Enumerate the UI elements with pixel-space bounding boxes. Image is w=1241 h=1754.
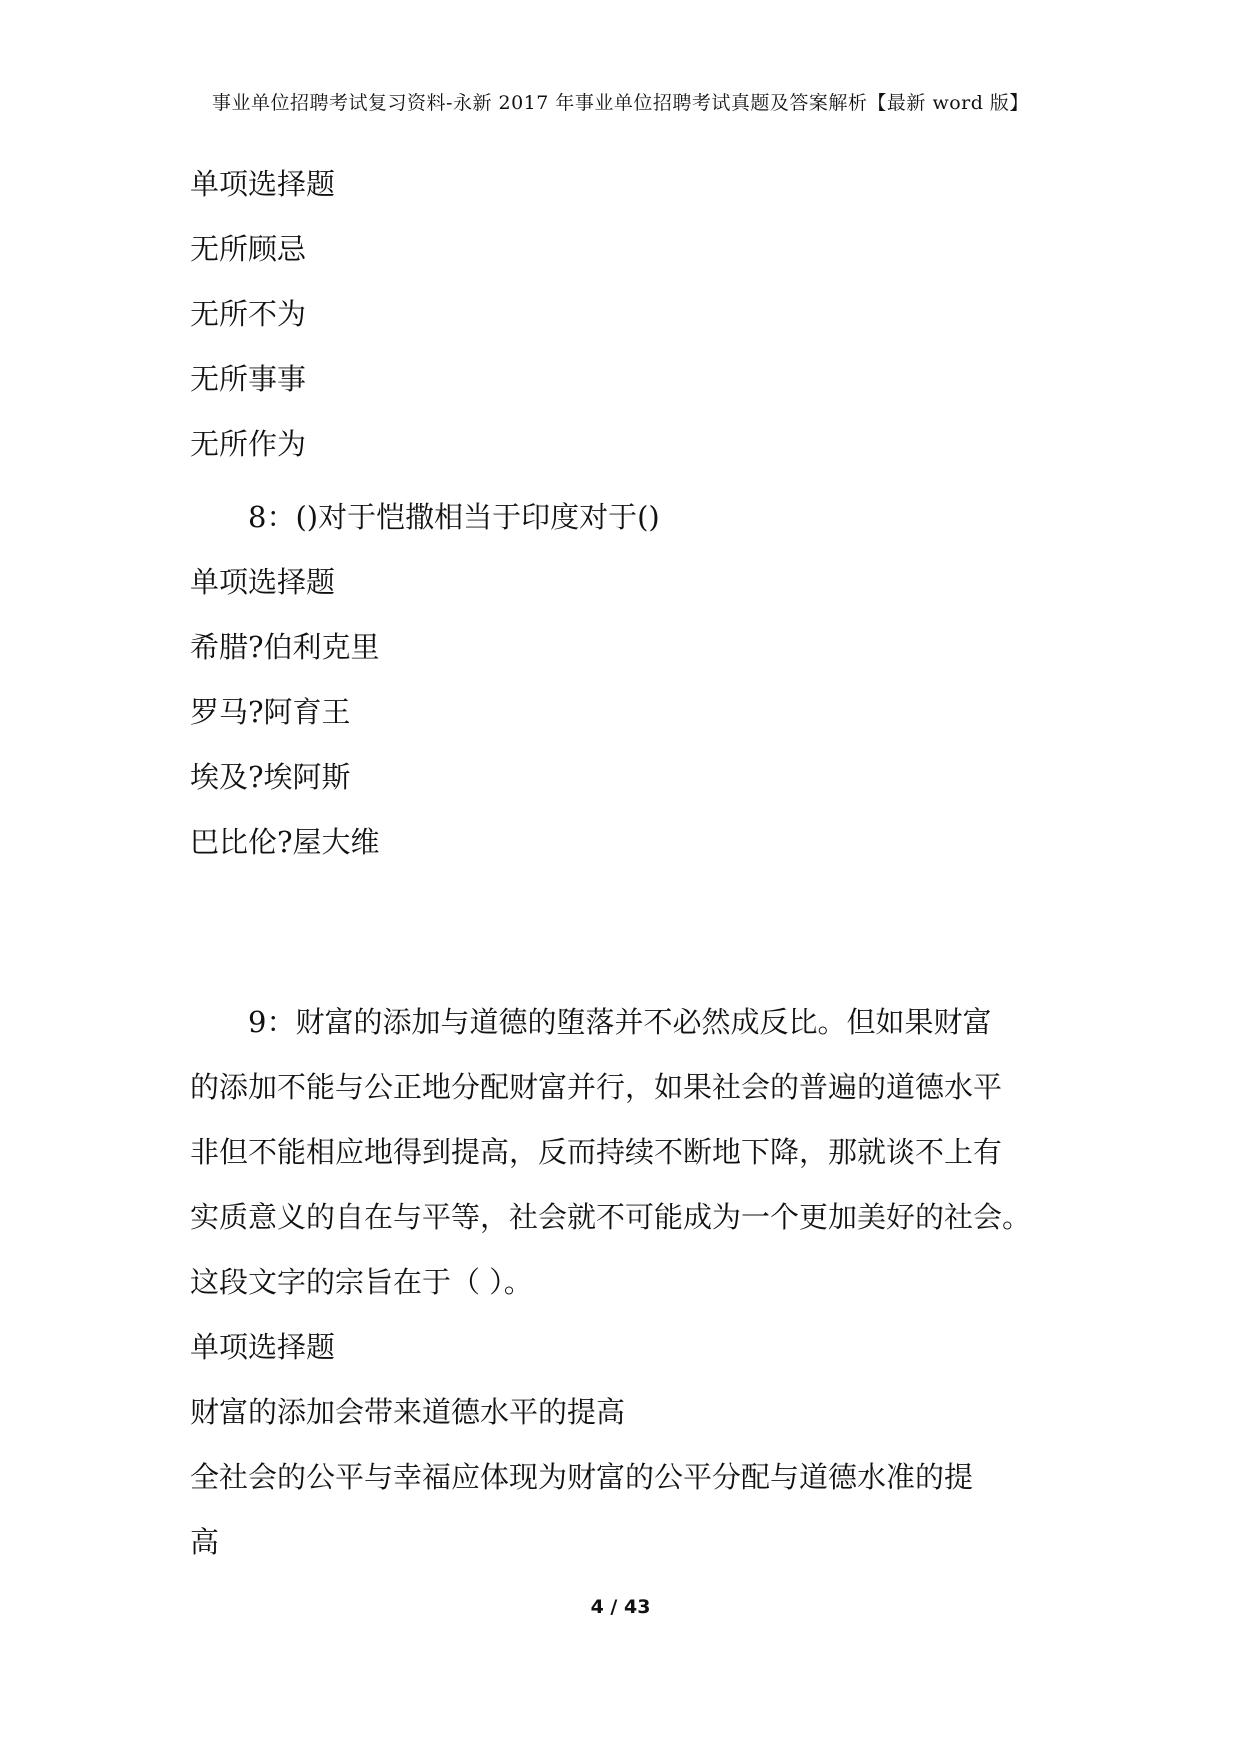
option-b: 罗马?阿育王 xyxy=(190,695,351,729)
option-b-line: 全社会的公平与幸福应体现为财富的公平分配与道德水准的提 xyxy=(190,1460,974,1494)
question-7-tail xyxy=(190,152,1060,477)
option-a: 希腊?伯利克里 xyxy=(190,630,380,664)
question-type-label: 单项选择题 xyxy=(190,1330,336,1364)
option-a: 无所顾忌 xyxy=(190,232,307,266)
option-b-line: 高 xyxy=(190,1525,220,1559)
option-b: 无所不为 xyxy=(190,297,307,331)
question-9-stem-line: 实质意义的自在与平等，社会就不可能成为一个更加美好的社会。 xyxy=(190,1200,1032,1234)
option-c: 无所事事 xyxy=(190,362,307,396)
question-type-label: 单项选择题 xyxy=(190,565,336,599)
question-9-stem-line: 的添加不能与公正地分配财富并行，如果社会的普遍的道德水平 xyxy=(190,1070,1003,1104)
option-d: 无所作为 xyxy=(190,427,307,461)
option-d: 巴比伦?屋大维 xyxy=(190,825,380,859)
question-type-label: 单项选择题 xyxy=(190,167,336,201)
option-c: 埃及?埃阿斯 xyxy=(190,760,351,794)
page-header: 事业单位招聘考试复习资料-永新 2017 年事业单位招聘考试真题及答案解析【最新 word 版】 xyxy=(212,92,1029,114)
question-8 xyxy=(190,485,1060,875)
question-9-stem-line: 这段文字的宗旨在于（ ）。 xyxy=(190,1265,533,1299)
question-9 xyxy=(190,990,1060,1575)
question-8-stem: 8：()对于恺撒相当于印度对于() xyxy=(248,500,660,534)
page-number: 4 / 43 xyxy=(590,1596,651,1618)
option-a: 财富的添加会带来道德水平的提高 xyxy=(190,1395,626,1429)
question-9-stem-line: 9：财富的添加与道德的堕落并不必然成反比。但如果财富 xyxy=(248,1005,992,1039)
question-9-stem-line: 非但不能相应地得到提高，反而持续不断地下降，那就谈不上有 xyxy=(190,1135,1003,1169)
